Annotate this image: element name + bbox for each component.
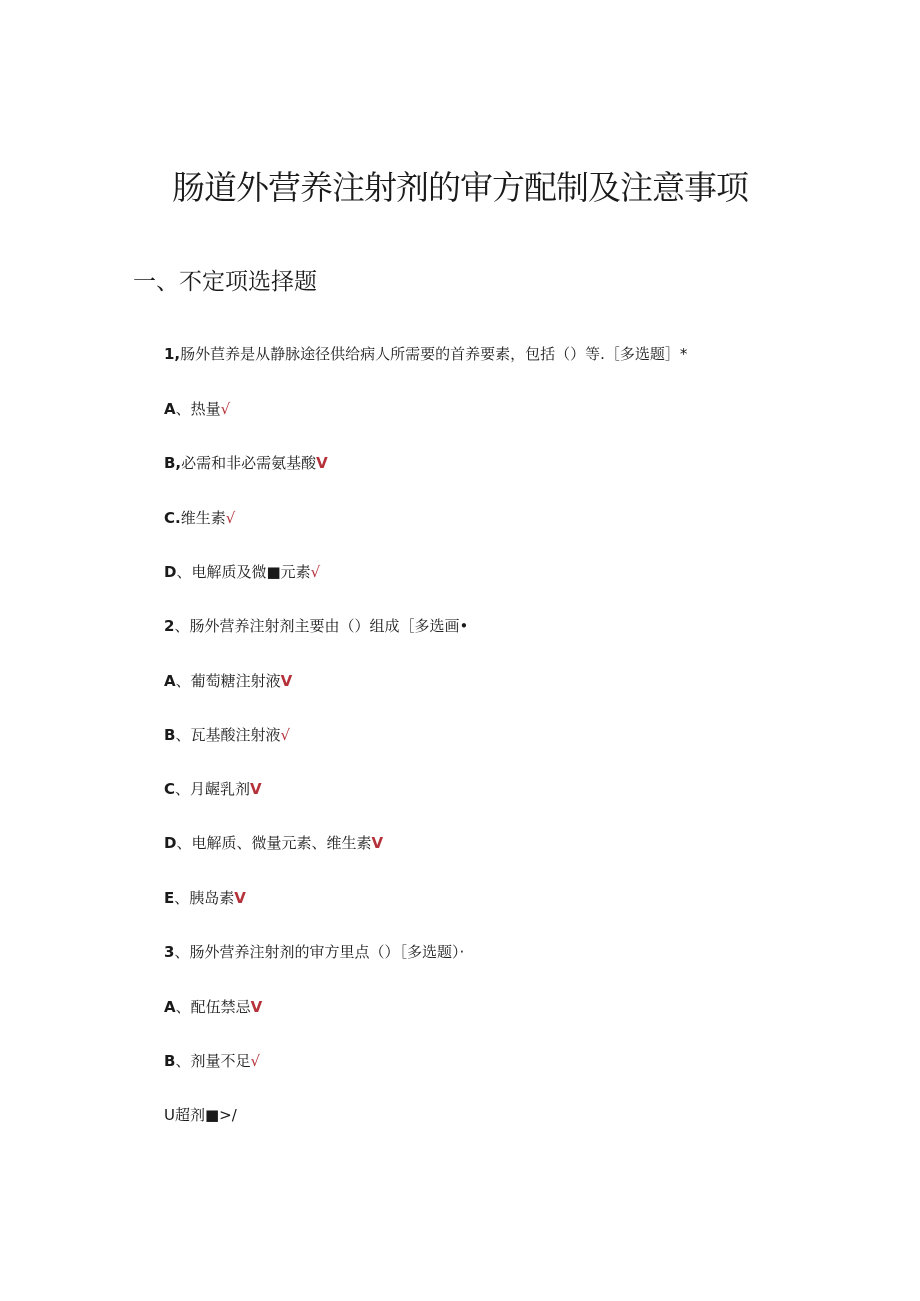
item-label: C: [164, 780, 176, 798]
item-text: 、瓦基酸注射液: [175, 726, 281, 744]
option-1c: [164, 507, 235, 529]
option-2b: [164, 724, 290, 746]
check-mark: √: [220, 400, 231, 418]
option-1b: [164, 452, 328, 474]
check-mark: V: [250, 780, 262, 798]
item-label: D: [164, 834, 177, 852]
check-mark: V: [371, 834, 384, 852]
item-text: 必需和非必需氨基酸: [181, 454, 317, 472]
item-label: A: [164, 998, 176, 1016]
item-label: E: [164, 889, 175, 907]
check-mark: √: [250, 1052, 261, 1070]
item-text: 、配伍禁忌: [175, 998, 251, 1016]
question-3: [164, 941, 464, 963]
item-text: 、肠外营养注射剂的审方里点（）［多选题）·: [174, 943, 465, 961]
check-mark: √: [225, 509, 236, 527]
option-1d: [164, 561, 320, 583]
item-label: C.: [164, 509, 181, 527]
item-text: 、月龌乳剂: [175, 780, 251, 798]
option-3a: [164, 996, 262, 1018]
option-3b: [164, 1050, 260, 1072]
item-text: 、葡萄糖注射液: [175, 672, 281, 690]
question-2: [164, 615, 468, 637]
item-text: 、电解质、微量元素、维生素: [176, 834, 372, 852]
option-3c: [164, 1104, 237, 1126]
item-text: 、电解质及微■元素: [176, 563, 311, 581]
option-2d: [164, 832, 383, 854]
option-2e: [164, 887, 246, 909]
check-mark: V: [250, 998, 263, 1016]
option-2a: [164, 670, 292, 692]
item-text: 、剂量不足: [175, 1052, 251, 1070]
item-label: B: [164, 726, 176, 744]
section-heading: 一、不定项选择题: [133, 269, 317, 295]
check-mark: V: [280, 672, 293, 690]
item-label: 3: [164, 943, 175, 961]
check-mark: √: [310, 563, 321, 581]
item-text: 维生素: [180, 509, 226, 527]
item-text: 、热量: [175, 400, 221, 418]
item-text: 、肠外营养注射剂主要由（）组成［多选画•: [174, 617, 469, 635]
document-title: 肠道外营养注射剂的审方配制及注意事项: [172, 168, 748, 207]
item-text: 肠外苣养是从静脉途径供给病人所需要的首养要素，包括（）等.［多选题］*: [180, 345, 688, 363]
item-label: 2: [164, 617, 175, 635]
item-label: D: [164, 563, 177, 581]
check-mark: V: [316, 454, 328, 472]
check-mark: V: [234, 889, 246, 907]
option-2c: [164, 778, 262, 800]
question-1: [164, 343, 687, 365]
item-text: 、胰岛素: [174, 889, 235, 907]
check-mark: √: [280, 726, 291, 744]
item-text: U超剂■>/: [164, 1106, 237, 1124]
item-label: B,: [164, 454, 182, 472]
item-label: 1,: [164, 345, 181, 363]
item-label: B: [164, 1052, 176, 1070]
item-label: A: [164, 672, 176, 690]
item-label: A: [164, 400, 176, 418]
option-1a: [164, 398, 230, 420]
